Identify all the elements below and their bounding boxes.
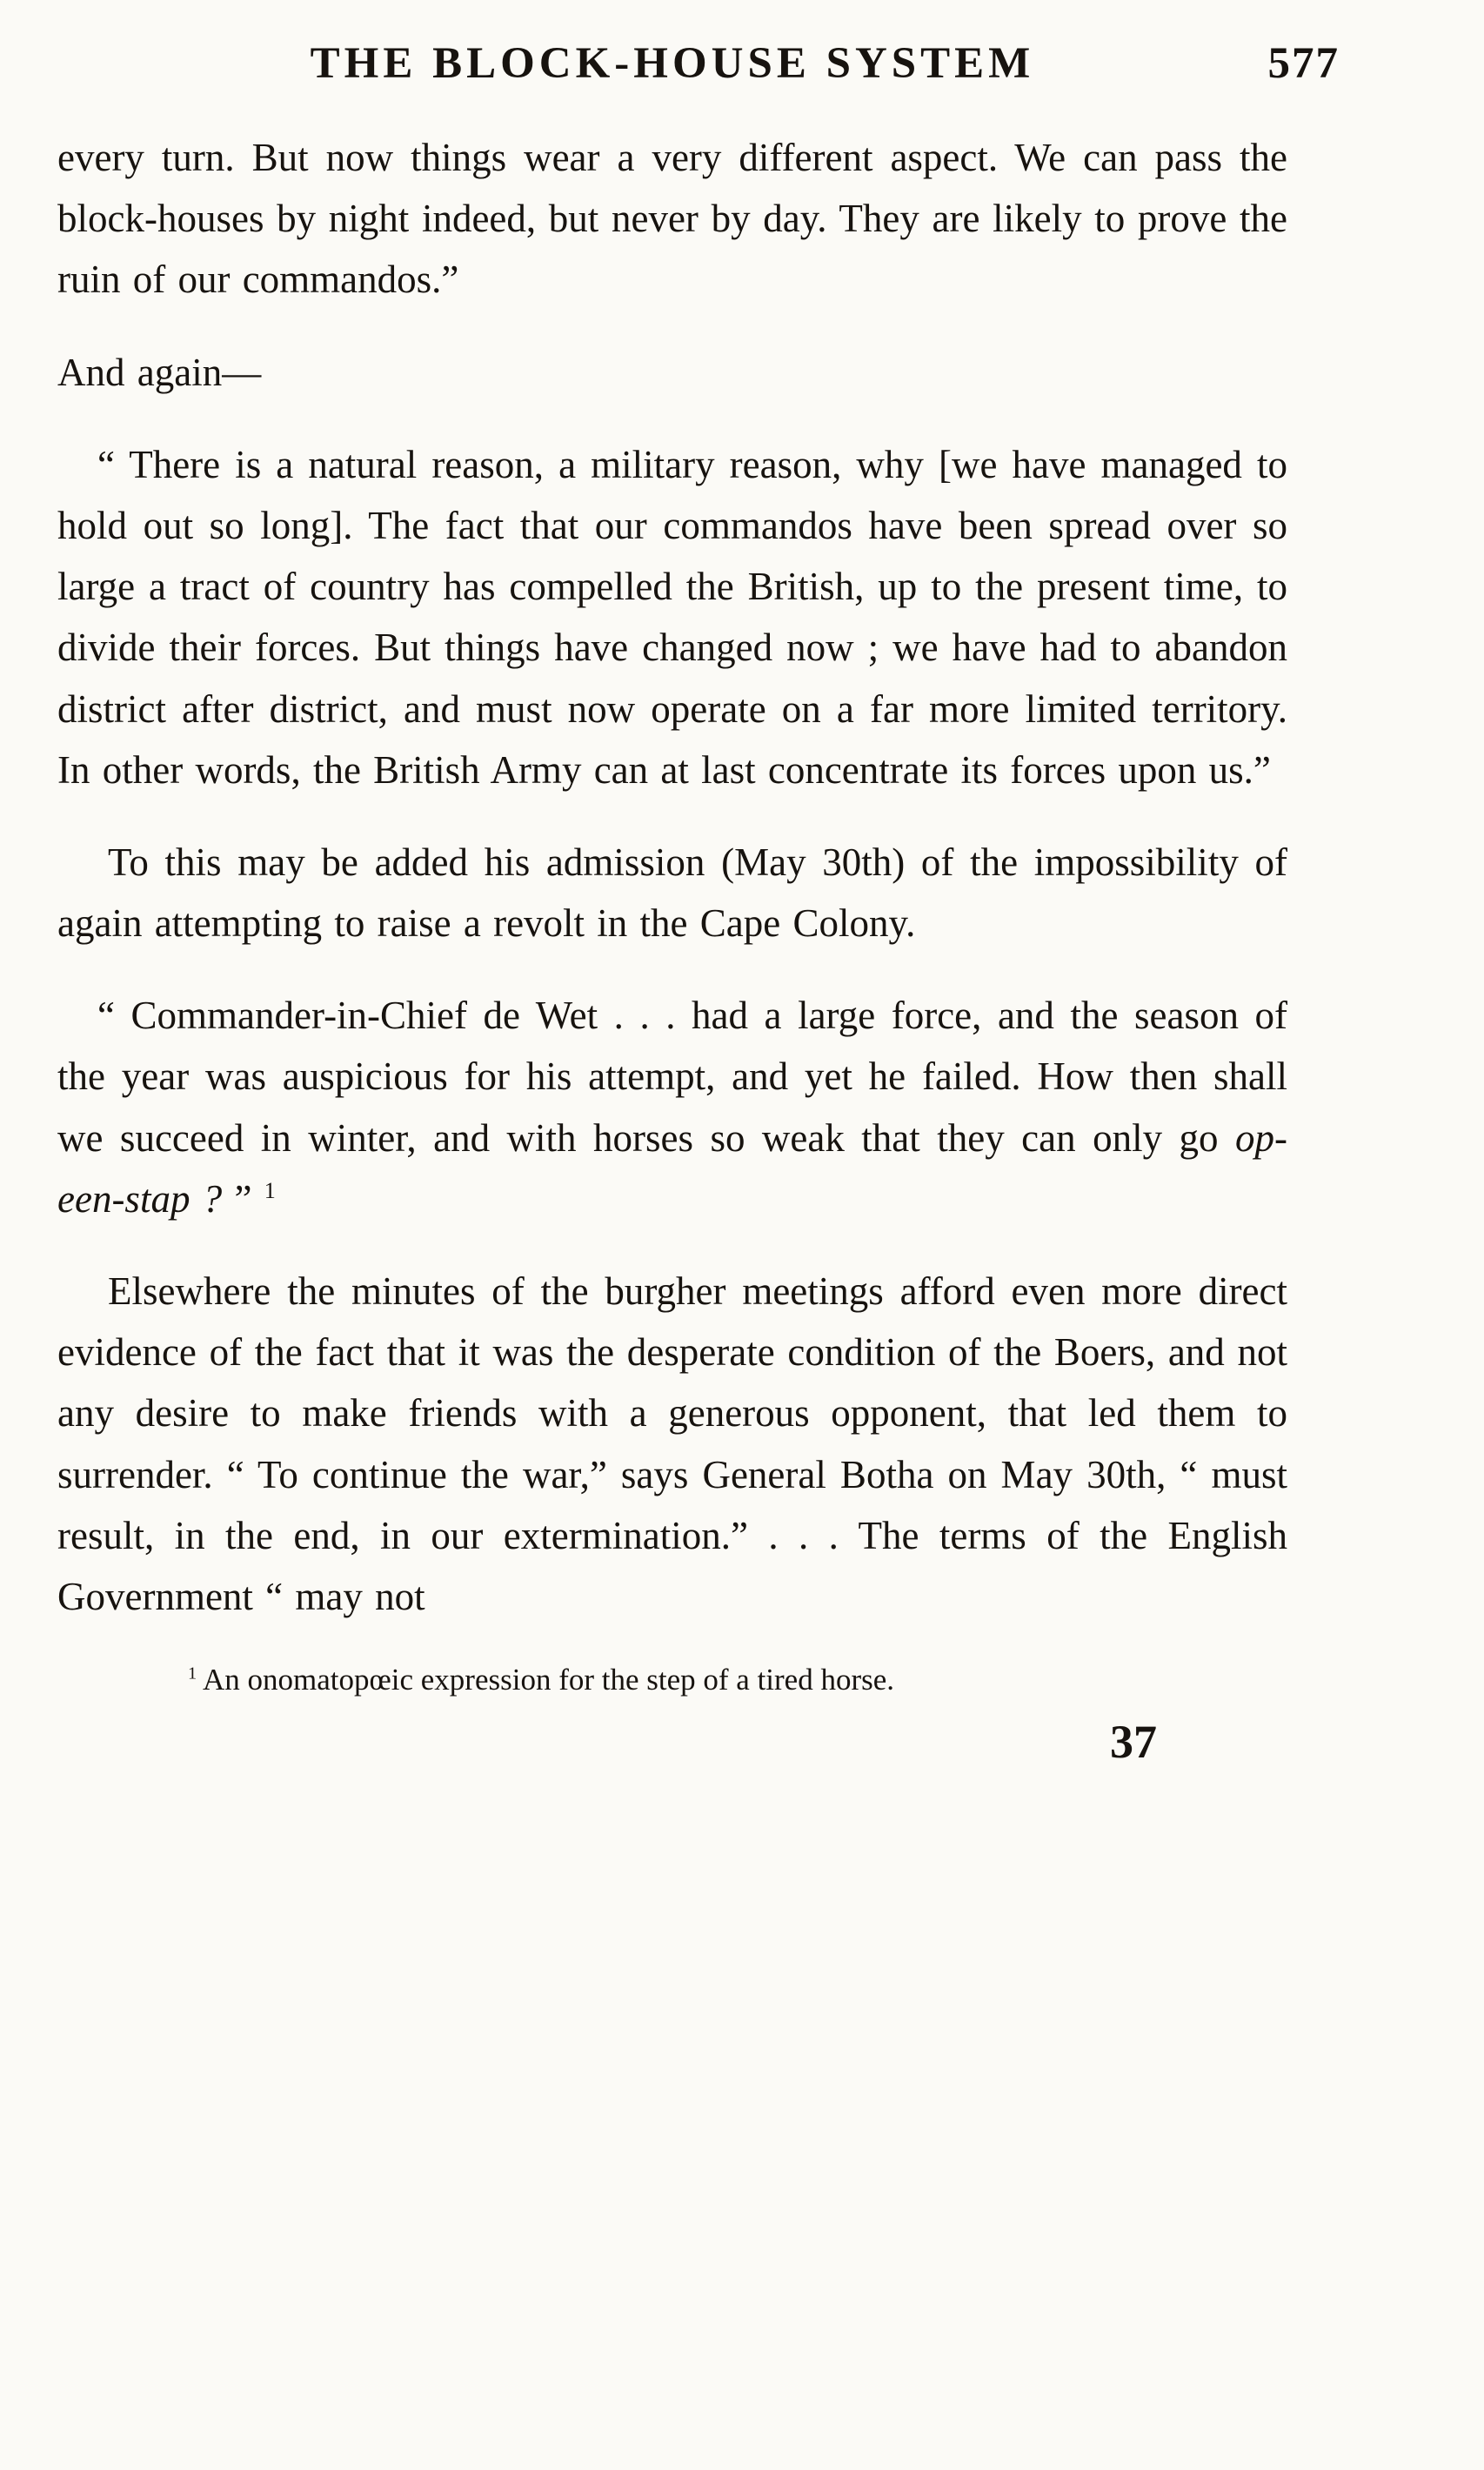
paragraph-lead-in: And again— bbox=[57, 350, 262, 394]
page-footer bbox=[57, 1658, 1287, 1769]
footnote-marker: 1 bbox=[188, 1663, 197, 1683]
quote-text-pre: “ Commander-in-Chief de Wet . . . had a large force, and the season of the year was auspicious for his attempt, and yet he failed. How then shall we succeed in winter, and with horses so weak that they can only go bbox=[57, 994, 1287, 1160]
running-head-title: THE BLOCK-HOUSE SYSTEM bbox=[310, 39, 1035, 88]
italic-phrase: op-een-stap ? bbox=[57, 1115, 1287, 1221]
page-number: 577 bbox=[1267, 39, 1340, 88]
paragraph-continuation: every turn. But now things wear a very different aspect. We can pass the block-houses by night indeed, but never by day. They are likely to prove the ruin of our commandos.” bbox=[57, 136, 1287, 302]
paragraph-narrative-closing: Elsewhere the minutes of the burgher meetings afford even more direct evidence of the fact that it was the desperate condition of the Boers, and not any desire to make friends with a generous opponent, that led them to surrender. “ To continue the war,” says General Botha on May 30th, “ must result, in the end, in our extermination.” . . . The terms of the English Government “ may not bbox=[57, 1269, 1287, 1618]
page-body bbox=[57, 127, 1287, 1627]
footnote-reference: 1 bbox=[264, 1177, 276, 1203]
paragraph-quotation-dewet bbox=[57, 985, 1287, 1229]
footnote-text: An onomatopœic expression for the step of a tired horse. bbox=[197, 1663, 895, 1697]
page-header bbox=[57, 38, 1340, 89]
paragraph-quotation: “ There is a natural reason, a military reason, why [we have managed to hold out so long]. The fact that our commandos have been spread over so large a tract of country has compelled the British, up to the present time, to divide their forces. But things have changed now ; we have had to abandon district after district, and must now operate on a far more limited territory. In other words, the British Army can at last concentrate its forces upon us.” bbox=[57, 442, 1287, 792]
footnote bbox=[188, 1658, 1287, 1701]
paragraph-narrative: To this may be added his admission (May 30th) of the impossibility of again attempting to raise a revolt in the Cape Colony. bbox=[57, 840, 1287, 946]
quote-text-post: ” bbox=[222, 1176, 264, 1221]
signature-number: 37 bbox=[1110, 1716, 1157, 1769]
